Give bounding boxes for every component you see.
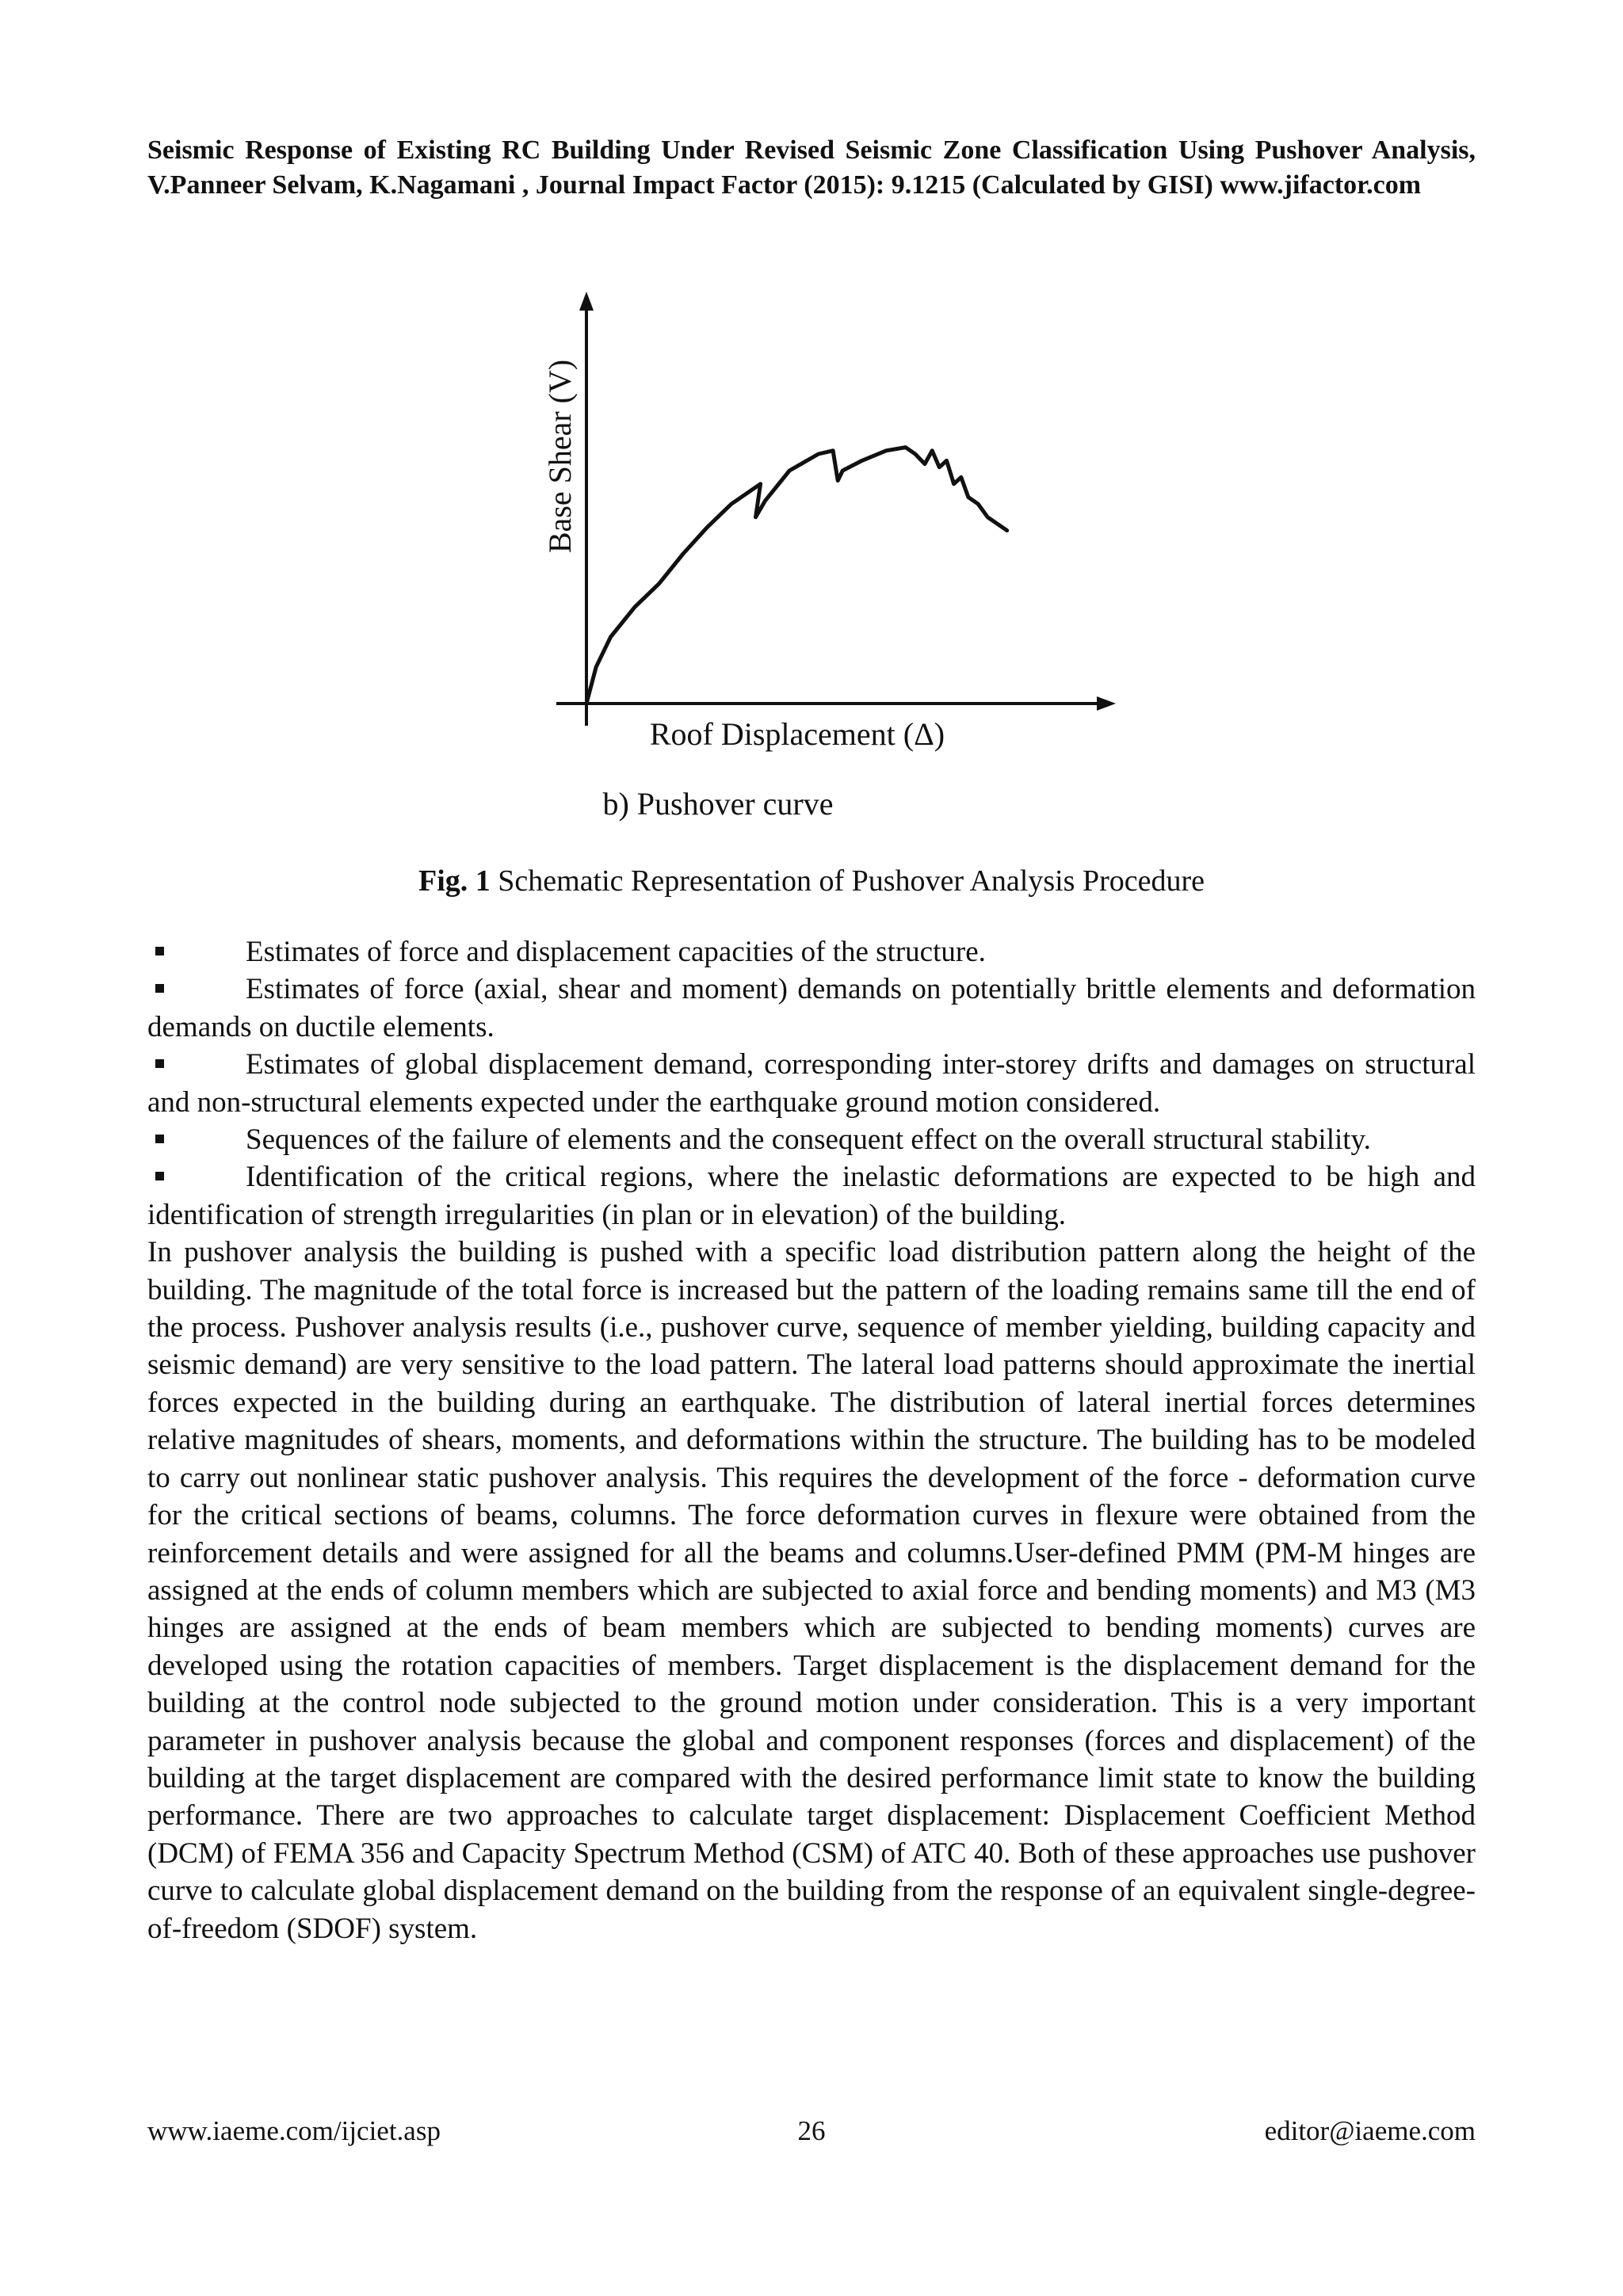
bullet-item [147, 1158, 1476, 1234]
bullet-marker [147, 1121, 246, 1158]
page-footer [147, 2112, 1476, 2150]
x-axis-label: Roof Displacement (Δ) [649, 716, 945, 752]
figure-caption-text: Schematic Representation of Pushover Analysis Procedure [490, 864, 1205, 898]
body-paragraph: In pushover analysis the building is pushed with a specific load distribution pattern along the height of the building. The magnitude of the total force is increased but the pattern of the loading remains same till the end of the process. Pushover analysis results (i.e., pushover curve, sequence of member yielding, building capacity and seismic demand) are very sensitive to the load pattern. The lateral load patterns should approximate the inertial forces expected in the building during an earthquake. The distribution of lateral inertial forces determines relative magnitudes of shears, moments, and deformations within the structure. The building has to be modeled to carry out nonlinear static pushover analysis. This requires the development of the force - deformation curve for the critical sections of beams, columns. The force deformation curves in flexure were obtained from the reinforcement details and were assigned for all the beams and columns.User-defined PMM (PM-M hinges are assigned at the ends of column members which are subjected to axial force and bending moments) and M3 (M3 hinges are assigned at the ends of beam members which are subjected to bending moments) curves are developed using the rotation capacities of members. Target displacement is the displacement demand for the building at the control node subjected to the ground motion under consideration. This is a very important parameter in pushover analysis because the global and component responses (forces and displacement) of the building at the target displacement are compared with the desired performance limit state to know the building performance. There are two approaches to calculate target displacement: Displacement Coefficient Method (DCM) of FEMA 356 and Capacity Spectrum Method (CSM) of ATC 40. Both of these approaches use pushover curve to calculate global displacement demand on the building from the response of an equivalent single-degree-of-freedom (SDOF) system. [147, 1236, 1476, 1945]
bullet-text: Estimates of force (axial, shear and moment) demands on potentially brittle elements and deformation demands on ductile elements. [147, 973, 1476, 1043]
footer-website-link[interactable]: www.iaeme.com/ijciet.asp [147, 2115, 441, 2146]
x-axis-arrow [1097, 696, 1116, 711]
bullet-text: Sequences of the failure of elements and the consequent effect on the overall structural stability. [246, 1123, 1371, 1157]
series-line-0 [586, 448, 1007, 704]
bullet-item [147, 971, 1476, 1046]
figure-caption-label: Fig. 1 [418, 864, 491, 898]
bullet-text: Estimates of force and displacement capacities of the structure. [246, 936, 986, 968]
running-header: Seismic Response of Existing RC Building Under Revised Seismic Zone Classification Using Pushover Analysis, V.Panneer Selvam, K.Nagamani , Journal Impact Factor (2015): 9.1215 (Calculated by GISI) www.jifactor.com [147, 135, 1476, 200]
bullet-marker [147, 971, 246, 1008]
y-axis-label: Base Shear (V) [542, 359, 578, 554]
bullet-item [147, 933, 1476, 971]
bullet-marker [147, 933, 246, 971]
figure-caption [147, 862, 1476, 900]
figure-subtitle: b) Pushover curve [602, 786, 834, 822]
bullet-marker [147, 1046, 246, 1083]
bullet-marker [147, 1158, 246, 1196]
bullet-item [147, 1121, 1476, 1158]
y-axis-arrow [579, 292, 594, 311]
bullet-item [147, 1046, 1476, 1121]
pushover-chart [520, 285, 1122, 840]
body-text [147, 933, 1476, 1947]
bullet-text: Estimates of global displacement demand, corresponding inter-storey drifts and damages on structural and non-structural elements expected under the earthquake ground motion considered. [147, 1048, 1476, 1119]
footer-email-link[interactable]: editor@iaeme.com [1264, 2115, 1476, 2146]
bullet-text: Identification of the critical regions, where the inelastic deformations are expected to be high and identification of strength irregularities (in plan or in elevation) of the building. [147, 1161, 1476, 1231]
pushover-figure [520, 285, 1122, 840]
page-number: 26 [797, 2115, 826, 2146]
